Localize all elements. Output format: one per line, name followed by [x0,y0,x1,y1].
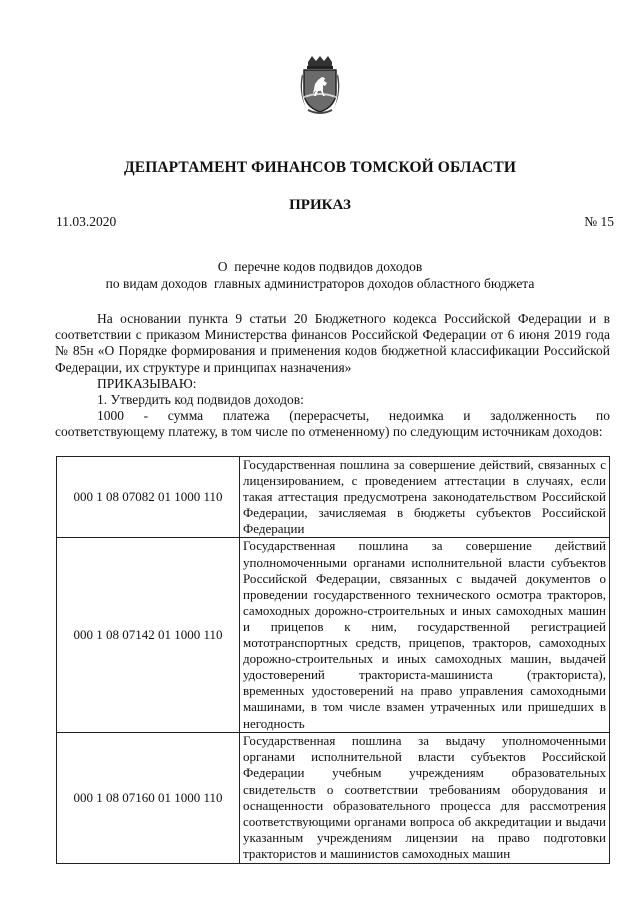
department-title: ДЕПАРТАМЕНТ ФИНАНСОВ ТОМСКОЙ ОБЛАСТИ [124,159,516,176]
table-row [57,457,610,538]
subject-line-2: по видам доходов главных администраторов доходов областного бюджета [105,275,535,291]
income-description-cell: Государственная пошлина за совершение действий, связанных с лицензированием, с проведением аттестации в случаях, если такая аттестация предусмотрена законодательством Российской Федерации, зачисляемая в бюджеты субъектов Российской Федерации [240,457,610,538]
subject-line-1: О перечне кодов подвидов доходов [217,259,423,274]
income-codes-table [56,456,610,864]
order-body [55,311,614,441]
table-row [57,538,610,732]
income-code-cell: 000 1 08 07160 01 1000 110 [57,732,240,863]
table-row [57,732,610,863]
income-description-cell: Государственная пошлина за выдачу уполномоченными органами исполнительной власти субъектов Российской Федерации учебным учреждениям образовательных свидетельств о соответствии требованиям оборудования и оснащенности образовательного процесса для рассмотрения соответствующими органами вопроса об аккредитации и выдачи указанным учреждениям лицензии на право подготовки трактористов и машинистов самоходных машин [240,732,610,863]
preamble-paragraph: На основании пункта 9 статьи 20 Бюджетного кодекса Российской Федерации и в соответствии с приказом Министерства финансов Российской Федерации от 6 июня 2019 года № 85н «О Порядке формирования и применения кодов бюджетной классификации Российской Федерации, их структуре и принципах назначения» [55,311,610,375]
income-code-cell: 000 1 08 07082 01 1000 110 [57,457,240,538]
tomsk-coat-of-arms-icon [296,56,344,116]
order-subject [0,259,640,292]
order-word: ПРИКАЗЫВАЮ: [97,375,197,391]
item-1: 1. Утвердить код подвидов доходов: [97,392,304,408]
income-code-cell: 000 1 08 07142 01 1000 110 [57,538,240,732]
order-date: 11.03.2020 [56,214,117,229]
document-type: ПРИКАЗ [289,197,351,213]
item-1-detail: 1000 - сумма платежа (перерасчеты, недоимка и задолженность по соответствующему платежу, в том числе по отмененному) по следующим источникам доходов: [55,408,614,440]
income-description-cell: Государственная пошлина за совершение действий уполномоченными органами исполнительной власти субъектов Российской Федерации, связанных с выдачей документов о проведении государственного технического осмотра тракторов, самоходных дорожно-строительных и иных самоходных машин и прицепов к ним, государственной регистрацией мототранспортных средств, прицепов, тракторов, самоходных дорожно-строительных и иных самоходных машин, выдачей удостоверений тракториста-машиниста (тракториста), временных удостоверений на право управления самоходными машинами, в том числе взамен утраченных или пришедших в негодность [240,538,610,732]
order-number: № 15 [584,214,614,229]
